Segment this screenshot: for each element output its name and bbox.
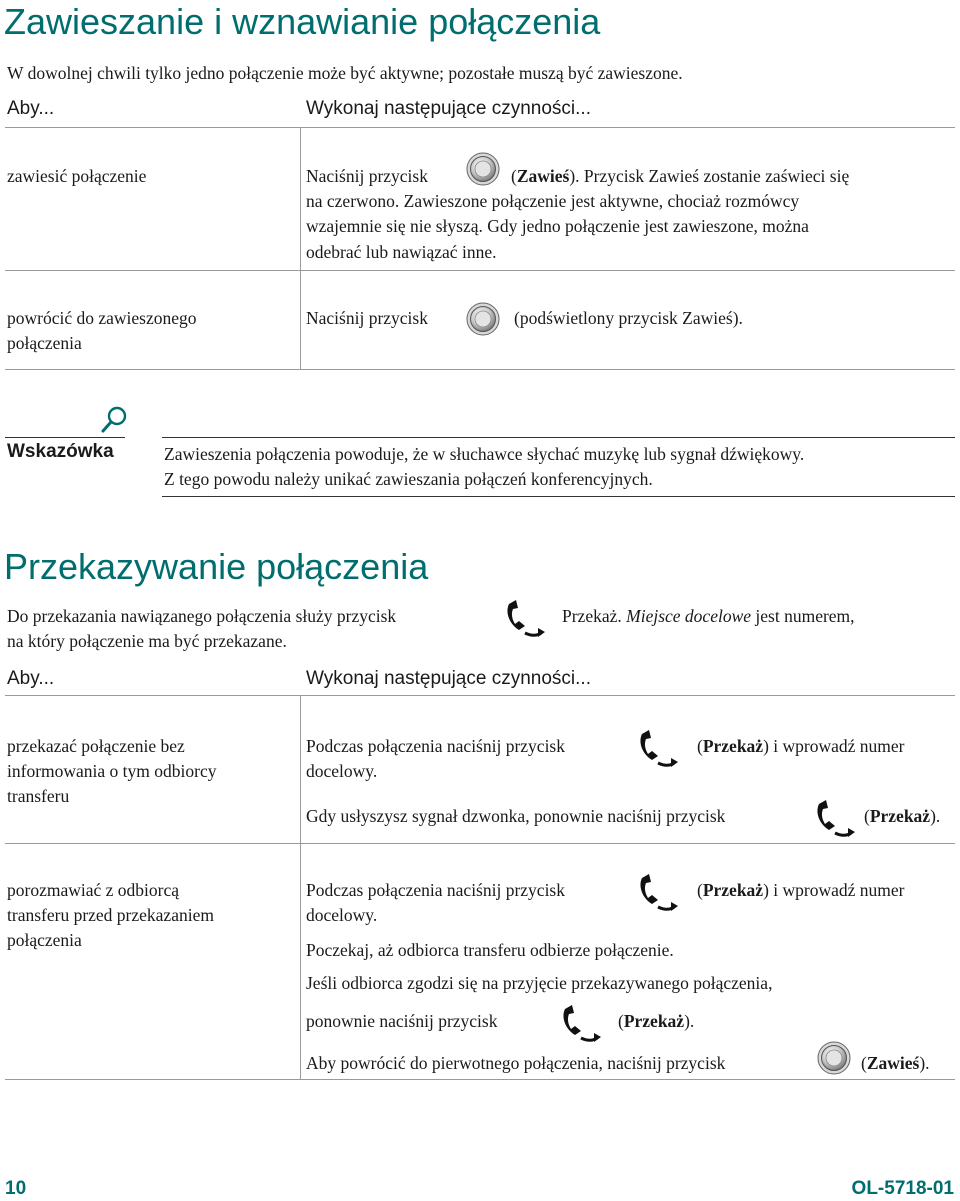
step-text: Podczas połączenia naciśnij przycisk: [306, 880, 565, 900]
step-text: (Zawieś).: [861, 1053, 930, 1073]
step-text: Jeśli odbiorca zgodzi się na przyjęcie przekazywanego połączenia,: [306, 973, 773, 993]
task-cell: przekazać połączenie bez: [7, 736, 185, 756]
tip-text: Zawieszenia połączenia powoduje, że w słuchawce słychać muzykę lub sygnał dźwiękowy.: [164, 444, 805, 464]
transfer-button-icon: [636, 870, 682, 914]
step-text: wzajemnie się nie słyszą. Gdy jedno połączenie jest zawieszone, można: [306, 216, 809, 236]
step-text: (podświetlony przycisk Zawieś).: [514, 308, 743, 328]
step-text: Aby powrócić do pierwotnego połączenia, naciśnij przycisk: [306, 1053, 726, 1073]
task-cell: porozmawiać z odbiorcą: [7, 880, 180, 900]
task-cell: transferu: [7, 786, 70, 806]
section-intro-hold: W dowolnej chwili tylko jedno połączenie może być aktywne; pozostałe muszą być zawieszone.: [7, 63, 683, 83]
column-header-steps: Wykonaj następujące czynności...: [306, 98, 591, 119]
step-text: Naciśnij przycisk: [306, 308, 428, 328]
transfer-button-icon: [559, 1001, 605, 1045]
section-intro-transfer: na który połączenie ma być przekazane.: [7, 631, 287, 651]
task-cell: połączenia: [7, 333, 82, 353]
step-text: odebrać lub nawiązać inne.: [306, 242, 497, 262]
table-bottom-divider: [5, 369, 955, 370]
tip-top-rule: [162, 437, 955, 438]
task-cell: informowania o tym odbiorcy: [7, 761, 217, 781]
column-header-steps: Wykonaj następujące czynności...: [306, 668, 591, 689]
step-text: (Przekaż) i wprowadź numer: [697, 880, 905, 900]
tip-text: Z tego powodu należy unikać zawieszania połączeń konferencyjnych.: [164, 469, 653, 489]
table-column-divider: [300, 127, 301, 369]
step-text: (Zawieś). Przycisk Zawieś zostanie zaświeci się: [511, 166, 850, 186]
table-column-divider: [300, 695, 301, 1079]
task-cell: połączenia: [7, 930, 82, 950]
step-text: ponownie naciśnij przycisk: [306, 1011, 498, 1031]
table-header-divider: [5, 127, 955, 128]
step-text: Poczekaj, aż odbiorca transferu odbierze połączenie.: [306, 940, 674, 960]
step-text: docelowy.: [306, 905, 378, 925]
section-title-hold: Zawieszanie i wznawianie połączenia: [4, 1, 601, 42]
column-header-task: Aby...: [7, 98, 55, 119]
tip-label: Wskazówka: [7, 441, 114, 462]
tip-bottom-rule: [162, 496, 955, 497]
task-cell: powrócić do zawieszonego: [7, 308, 197, 328]
step-text: (Przekaż) i wprowadź numer: [697, 736, 905, 756]
section-intro-transfer: Przekaż. Miejsce docelowe jest numerem,: [562, 606, 855, 626]
hold-button-icon: [817, 1041, 851, 1075]
hold-button-icon: [466, 302, 500, 336]
row-divider: [5, 843, 955, 844]
section-intro-transfer: Do przekazania nawiązanego połączenia służy przycisk: [7, 606, 397, 626]
transfer-button-icon: [636, 726, 682, 770]
step-text: na czerwono. Zawieszone połączenie jest aktywne, chociaż rozmówcy: [306, 191, 800, 211]
page-number: 10: [5, 1178, 27, 1199]
column-header-task: Aby...: [7, 668, 55, 689]
task-cell: zawiesić połączenie: [7, 166, 147, 186]
step-text: Podczas połączenia naciśnij przycisk: [306, 736, 565, 756]
table-header-divider: [5, 695, 955, 696]
table-bottom-divider: [5, 1079, 955, 1080]
step-text: (Przekaż).: [618, 1011, 695, 1031]
section-title-transfer: Przekazywanie połączenia: [4, 546, 429, 587]
hold-button-icon: [466, 152, 500, 186]
task-cell: transferu przed przekazaniem: [7, 905, 214, 925]
step-text: Naciśnij przycisk: [306, 166, 428, 186]
step-text: docelowy.: [306, 761, 378, 781]
row-divider: [5, 270, 955, 271]
transfer-button-icon: [813, 796, 859, 840]
transfer-button-icon: [503, 596, 549, 640]
tip-label-rule: [5, 437, 125, 438]
magnifier-icon: [100, 404, 130, 434]
document-id: OL-5718-01: [851, 1178, 954, 1199]
step-text: (Przekaż).: [864, 806, 941, 826]
step-text: Gdy usłyszysz sygnał dzwonka, ponownie naciśnij przycisk: [306, 806, 726, 826]
